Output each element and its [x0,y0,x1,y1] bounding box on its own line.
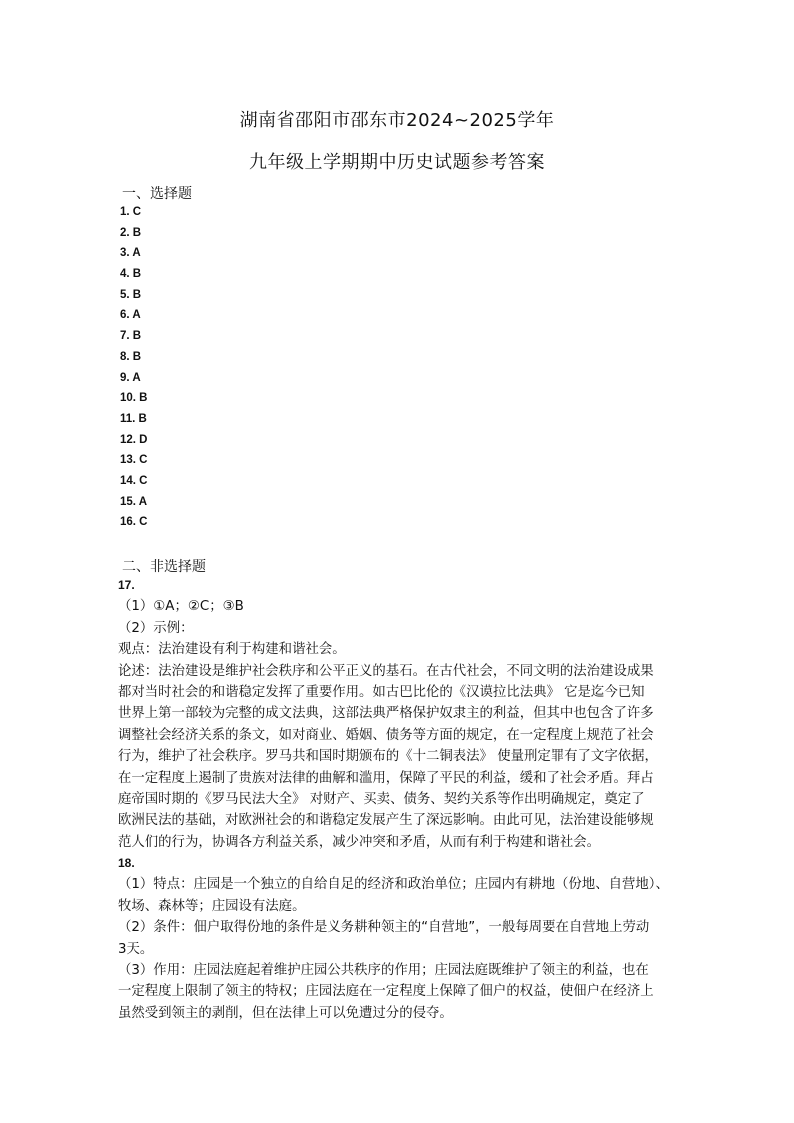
answer-item: 1. C [120,206,142,218]
section2-heading: 二、非选择题 [122,559,206,575]
answer-item: 5. B [120,288,142,301]
answer-item: 11. B [120,412,147,425]
section1-heading: 一、选择题 [122,186,192,202]
question-17-argument-line: 都对当时社会的和谐稳定发挥了重要作用。如古巴比伦的《汉谟拉比法典》 它是迄今已知 [118,684,645,700]
answer-item: 12. D [120,433,148,446]
question-17-block [118,575,698,853]
question-18-number: 18. [118,856,135,870]
answer-item: 13. C [120,454,148,467]
answer-item: 9. A [120,371,141,384]
question-17-argument-line: 调整社会经济关系的条文，如对商业、婚姻、债务等方面的规定，在一定程度上规范了社会 [118,727,654,743]
question-17-argument-line: 欧洲民法的基础，对欧洲社会的和谐稳定发展产生了深远影响。由此可见，法治建设能够规 [118,813,654,829]
question-17-argument-line: 世界上第一部较为完整的成文法典，这部法典严格保护奴隶主的利益，但其中也包含了许多 [118,706,654,722]
answer-item: 10. B [120,392,148,405]
question-17-part2: （2）示例： [118,620,194,636]
question-18-block [118,853,698,1024]
question-18-line: （1）特点：庄园是一个独立的自给自足的经济和政治单位；庄园内有耕地（份地、自营地）、 [118,877,669,893]
question-17-viewpoint: 观点：法治建设有利于构建和谐社会。 [118,642,346,658]
answer-item: 16. C [120,516,148,529]
question-17-part1: （1）①A；②C；③B [118,599,244,615]
question-18-line: 牧场、森林等；庄园设有法庭。 [118,898,306,914]
question-17-argument-line: 论述：法治建设是维护社会秩序和公平正义的基石。在古代社会，不同文明的法治建设成果 [118,663,654,679]
document-title-line1: 湖南省邵阳市邵东市2024~2025学年 [239,110,555,131]
question-17-argument-line: 范人们的行为，协调各方利益关系，减少冲突和矛盾，从而有利于构建和谐社会。 [118,834,601,850]
question-18-line: （2）条件：佃户取得份地的条件是义务耕种领主的“自营地”，一般每周要在自营地上劳动 [118,920,650,936]
answer-item: 15. A [120,495,148,508]
question-18-line: 一定程度上限制了领主的特权；庄园法庭在一定程度上保障了佃户的权益，使佃户在经济上 [118,984,654,1000]
answer-item: 6. A [120,309,141,322]
document-title-line2: 九年级上学期期中历史试题参考答案 [249,152,545,173]
question-17-argument-line: 庭帝国时期的《罗马民法大全》 对财产、买卖、债务、契约关系等作出明确规定，奠定了 [118,791,645,807]
answer-item: 14. C [120,474,148,487]
question-18-line: 3天。 [118,941,154,957]
answer-item: 7. B [120,330,142,343]
answer-item: 2. B [120,226,142,239]
question-18-line: 虽然受到领主的剥削，但在法律上可以免遭过分的侵夺。 [118,1005,453,1021]
answer-item: 8. B [120,350,142,363]
choice-answer-list [120,202,148,533]
question-18-line: （3）作用：庄园法庭起着维护庄园公共秩序的作用；庄园法庭既维护了领主的利益，也在 [118,962,649,978]
question-17-number: 17. [118,578,135,592]
question-17-argument-line: 行为，维护了社会秩序。罗马共和国时期颁布的《十二铜表法》 使量刑定罪有了文字依据， [118,749,658,765]
answer-item: 3. A [120,247,141,260]
answer-item: 4. B [120,268,142,281]
question-17-argument-line: 在一定程度上遏制了贵族对法律的曲解和滥用，保障了平民的利益，缓和了社会矛盾。拜占 [118,770,654,786]
